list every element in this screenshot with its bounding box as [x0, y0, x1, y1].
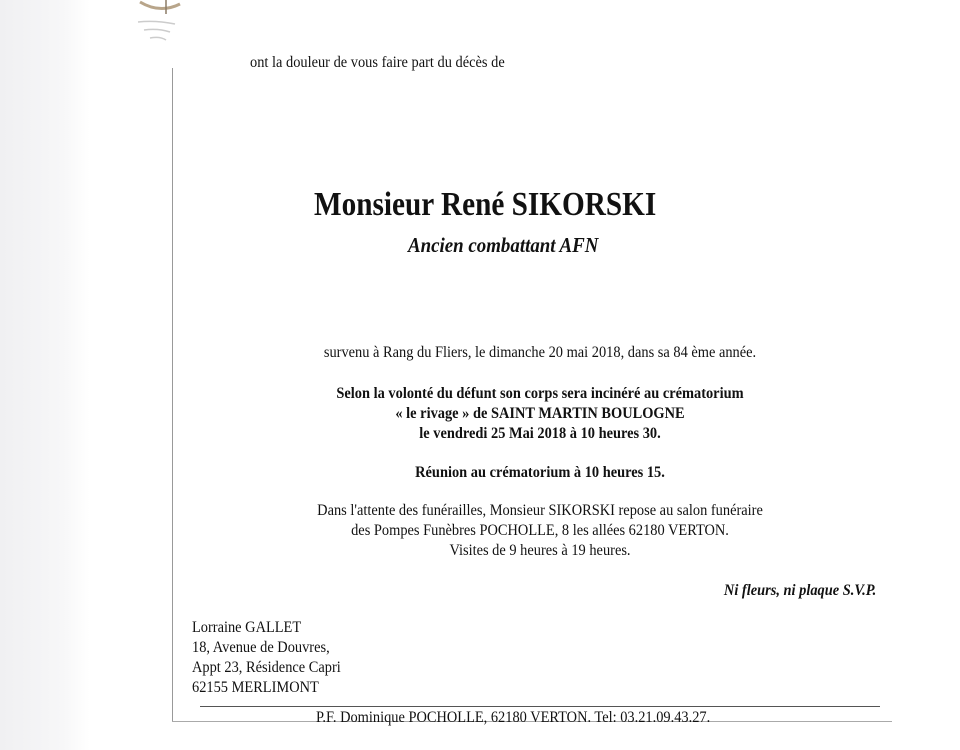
- ceremony-line: le vendredi 25 Mai 2018 à 10 heures 30.: [419, 425, 661, 442]
- footer-text: P.F. Dominique POCHOLLE, 62180 VERTON. Tel: 03.21.09.43.27.: [316, 709, 711, 726]
- ceremony-line: « le rivage » de SAINT MARTIN BOULOGNE: [395, 405, 685, 422]
- viewing-line: des Pompes Funèbres POCHOLLE, 8 les allées 62180 VERTON.: [351, 522, 729, 539]
- address-line: 62155 MERLIMONT: [192, 679, 319, 696]
- intro-text: ont la douleur de vous faire part du décès de: [250, 54, 505, 71]
- request-text: Ni fleurs, ni plaque S.V.P.: [723, 582, 876, 599]
- viewing-line: Dans l'attente des funérailles, Monsieur SIKORSKI repose au salon funéraire: [317, 502, 763, 519]
- address-line: Lorraine GALLET: [192, 619, 302, 636]
- boat-illustration: [130, 0, 210, 50]
- page-shadow: [0, 0, 90, 750]
- address-line: 18, Avenue de Douvres,: [192, 639, 330, 656]
- address-line: Appt 23, Résidence Capri: [192, 659, 341, 676]
- meeting-text: Réunion au crématorium à 10 heures 15.: [415, 464, 665, 481]
- deceased-name: Monsieur René SIKORSKI: [314, 186, 657, 223]
- deceased-subtitle: Ancien combattant AFN: [408, 233, 599, 257]
- ceremony-line: Selon la volonté du défunt son corps sera incinéré au crématorium: [336, 385, 744, 402]
- death-text: survenu à Rang du Fliers, le dimanche 20 mai 2018, dans sa 84 ème année.: [323, 344, 757, 361]
- viewing-line: Visites de 9 heures à 19 heures.: [449, 542, 631, 559]
- footer-separator: [200, 706, 880, 707]
